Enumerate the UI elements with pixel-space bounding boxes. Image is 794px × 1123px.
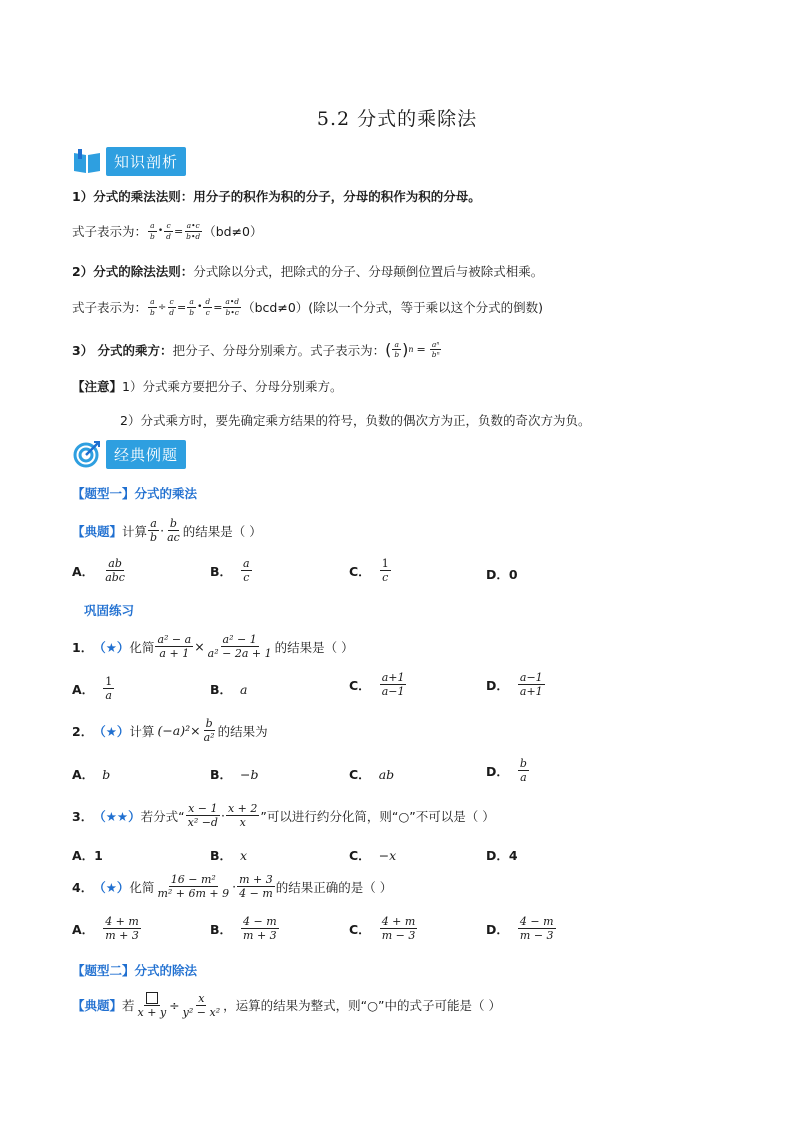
question-2: 2． （★） 计算 (−a)²× $\frac{b}{\text{a²}}$ 的结果为 (72, 717, 268, 744)
rule-1-expression: 式子表示为： $\frac{a}{b}$ • $\frac{c}{d}$ = $\frac{a•c}{b•d}$ （bd≠0） (72, 221, 263, 241)
fraction: $\frac{4 + m}{m + 3}$ (105, 915, 139, 942)
option-a: A． $\frac{1}{a}$ (72, 675, 113, 702)
target-icon (72, 439, 102, 469)
note-1 (72, 377, 342, 395)
rule-1-expr-prefix: 式子表示为： (72, 224, 148, 239)
fraction: $\frac{x - 1}{\text{x² −d}}$ (187, 802, 218, 829)
option-c (349, 558, 392, 583)
example-label: 【典题】 (72, 523, 123, 539)
question-text: 化简 (129, 639, 155, 655)
option-label: A． (72, 563, 95, 579)
option-d: D． $\frac{a-1}{a+1}$ (486, 671, 543, 698)
option-label: D．0 (486, 567, 518, 582)
example-text-a: 若 (122, 998, 135, 1013)
option-b: B． $\frac{4 - m}{m + 3}$ (210, 915, 277, 942)
fraction: $\frac{a}{b}$ (150, 297, 155, 317)
type-1-example: 【典题】 计算 $\frac{a}{b}$ · $\frac{b}{ac}$ 的结果是（ ） (72, 517, 262, 544)
question-number: 4． (72, 879, 94, 895)
rule-2 (72, 262, 543, 280)
rule-2-body: 分式除以分式，把除式的分子、分母颠倒位置后与被除式相乘。 (193, 264, 544, 279)
rule-3: 3） 分式的乘方： 把分子、分母分别乘方。式子表示为： ( $\frac{a}{b}$ ) n = $\frac{\text{aⁿ}}{\text{bⁿ}}$ (72, 339, 440, 359)
question-number: 1． (72, 639, 94, 655)
option-label: A．1 (72, 848, 103, 863)
option-d (486, 565, 526, 583)
option-b: B． x (210, 847, 248, 863)
blank-box (146, 992, 158, 1004)
note-2 (120, 411, 590, 429)
fraction: $\frac{d}{c}$ (205, 297, 211, 317)
example-label: 【典题】 (72, 998, 123, 1013)
example-text-b: 的结果是（ ） (182, 523, 262, 539)
fraction: $\frac{a+1}{a-1}$ (381, 671, 405, 698)
option-b: B． a (210, 681, 248, 697)
fraction: $\frac{ab}{\text{abc}}$ (105, 557, 125, 584)
fraction: $\frac{4 + m}{m - 3}$ (381, 915, 416, 942)
question-text: 化简 (129, 879, 155, 895)
page-title: 5.2 分式的乘除法 (316, 108, 478, 130)
option-c: C． $\frac{a+1}{a-1}$ (349, 671, 405, 698)
option-a: A． b (72, 766, 111, 782)
rule-2-expr-suffix: （bcd≠0）(除以一个分式，等于乘以这个分式的倒数) (242, 300, 544, 315)
option-label: C． (349, 563, 371, 579)
example-text-a: 计算 (122, 523, 148, 539)
section-header-knowledge (72, 144, 186, 178)
fraction: $\frac{x + 2}{x}$ (227, 802, 258, 829)
question-text: 的结果正确的是（ ） (275, 879, 393, 895)
section-header-examples (72, 437, 186, 471)
fraction: $\frac{a}{b}$ (394, 339, 400, 359)
option-c: C． $\frac{4 + m}{m - 3}$ (349, 915, 416, 942)
option-a (72, 846, 111, 864)
option-d: D． $\frac{4 - m}{m - 3}$ (486, 915, 554, 942)
fraction: $\frac{4 - m}{m - 3}$ (519, 915, 554, 942)
fraction: $\frac{1}{c}$ (381, 557, 389, 584)
note-1-text: 1）分式乘方要把分子、分母分别乘方。 (122, 379, 343, 394)
option-c: C． −x (349, 847, 397, 863)
fraction: $\frac{x}{\text{y² − x²}}$ (182, 991, 221, 1019)
option-b: B． −b (210, 766, 259, 782)
fraction: $\frac{c}{d}$ (169, 297, 175, 317)
practice-heading: 巩固练习 (84, 603, 135, 618)
note-label: 【注意】 (72, 379, 123, 394)
question-text: ”可以进行约分化简，则“○”不可以是（ ） (260, 808, 495, 824)
rule-1 (72, 187, 481, 205)
rule-3-body: 把分子、分母分别乘方。式子表示为： (172, 342, 386, 358)
rule-1-head: 1）分式的乘法法则： (72, 189, 194, 204)
option-a (72, 558, 128, 583)
option-a: A． $\frac{4 + m}{m + 3}$ (72, 915, 139, 942)
question-number: 2． (72, 723, 94, 739)
fraction: $\frac{4 - m}{m + 3}$ (243, 915, 277, 942)
option-label: D．4 (486, 848, 518, 863)
option-label: B． (210, 563, 233, 579)
fraction: $\frac{a-1}{a+1}$ (519, 671, 543, 698)
fraction: $\frac{c}{d}$ (166, 221, 171, 241)
question-3: 3． （★★） 若分式“ $\frac{x - 1}{\text{x² −d}}$ · $\frac{x + 2}{x}$ ”可以进行约分化简，则“○”不可以是（ ） (72, 802, 495, 829)
question-1: 1． （★） 化简 $\frac{\text{a² − a}}{a + 1}$ × $\frac{\text{a² − 1}}{\text{a² − 2a + 1}}$ 的结果是（ ） (72, 633, 354, 660)
fraction: $\frac{a}{c}$ (243, 557, 250, 584)
section-label-knowledge: 知识剖析 (106, 147, 186, 176)
fraction: $\frac{b}{ac}$ (167, 517, 180, 544)
type-1-heading: 【题型一】分式的乘法 (72, 486, 198, 501)
fraction: $\frac{\text{16 − m²}}{\text{m² + 6m + 9}}$ (157, 873, 230, 900)
fraction: $\frac{a}{b}$ (150, 517, 158, 544)
rule-1-expr-suffix: （bd≠0） (203, 224, 263, 239)
fraction: $\frac{a•c}{b•d}$ (186, 221, 201, 241)
question-number: 3． (72, 808, 94, 824)
fraction: $\frac{1}{a}$ (105, 675, 113, 702)
question-4: 4． （★） 化简 $\frac{\text{16 − m²}}{\text{m² + 6m + 9}}$ · $\frac{m + 3}{4 - m}$ 的结果正确的是（ ） (72, 873, 393, 900)
rule-2-expression: 式子表示为： $\frac{a}{b}$ ÷ $\frac{c}{d}$ = $\frac{a}{b}$ • $\frac{d}{c}$ = $\frac{a•d}{b•c}$ （bcd≠0）(除以一个分式，等于乘以这个分式的倒数) (72, 297, 544, 317)
example-text-b: ，运算的结果为整式，则“○”中的式子可能是（ ） (223, 998, 501, 1013)
question-text: 的结果为 (217, 723, 268, 739)
fraction: $\frac{b}{a}$ (519, 757, 527, 784)
rule-1-body: 用分子的积作为积的分子，分母的积作为积的分母。 (193, 189, 481, 204)
difficulty-stars: （★） (93, 723, 130, 739)
option-d: D． $\frac{b}{a}$ (486, 757, 527, 784)
fraction: x + y (136, 992, 169, 1018)
rule-2-head: 2）分式的除法法则： (72, 264, 194, 279)
difficulty-stars: （★★） (93, 808, 141, 824)
fraction: $\frac{a}{b}$ (189, 297, 195, 317)
option-d (486, 846, 526, 864)
fraction: $\frac{m + 3}{4 - m}$ (239, 873, 273, 900)
fraction: $\frac{a}{b}$ (150, 221, 155, 241)
fraction: $\frac{\text{a² − a}}{a + 1}$ (157, 633, 192, 660)
fraction: $\frac{\text{a² − 1}}{\text{a² − 2a + 1}}$ (207, 633, 272, 660)
fraction: $\frac{b}{\text{a²}}$ (203, 717, 215, 744)
option-c: C． ab (349, 766, 395, 782)
fraction: $\frac{\text{aⁿ}}{\text{bⁿ}}$ (431, 339, 440, 359)
type-2-heading: 【题型二】分式的除法 (72, 963, 198, 978)
difficulty-stars: （★） (93, 879, 130, 895)
note-2-text: 2）分式乘方时，要先确定乘方结果的符号，负数的偶次方为正，负数的奇次方为负。 (120, 413, 591, 428)
option-b (210, 558, 253, 583)
question-text: 若分式“ (140, 808, 185, 824)
section-label-examples: 经典例题 (106, 440, 186, 469)
rule-2-expr-prefix: 式子表示为： (72, 300, 148, 315)
rule-3-head: 3） 分式的乘方： (72, 342, 173, 358)
question-text: 的结果是（ ） (274, 639, 354, 655)
fraction: $\frac{a•d}{b•c}$ (225, 297, 240, 317)
difficulty-stars: （★） (93, 639, 130, 655)
type-2-example: 【典题】 若 x + y ÷ $\frac{x}{\text{y² − x²}}$ ，运算的结果为整式，则“○”中的式子可能是（ ） (72, 991, 501, 1019)
book-icon (72, 146, 102, 176)
question-text: 计算 (129, 723, 155, 739)
